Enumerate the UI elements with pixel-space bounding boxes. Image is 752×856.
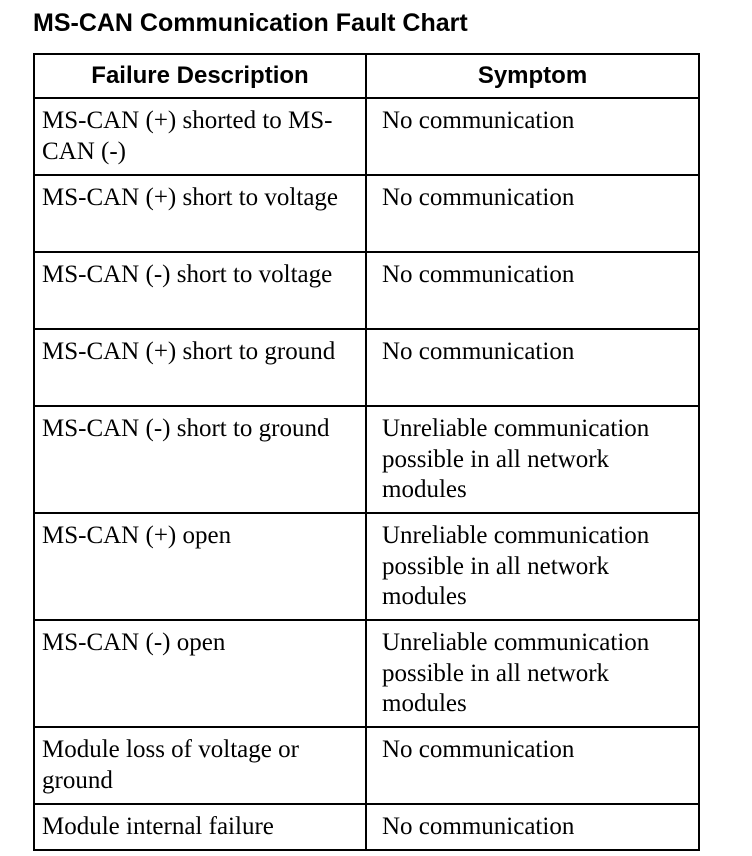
failure-description-cell: MS-CAN (-) short to ground — [34, 406, 366, 513]
failure-description-cell: Module loss of voltage or ground — [34, 727, 366, 804]
symptom-cell: No communication — [366, 175, 699, 252]
symptom-cell: Unreliable communication possible in all network modules — [366, 513, 699, 620]
symptom-cell: No communication — [366, 252, 699, 329]
failure-description-cell: MS-CAN (-) short to voltage — [34, 252, 366, 329]
symptom-cell: Unreliable communication possible in all network modules — [366, 406, 699, 513]
fault-chart-table — [33, 53, 700, 851]
symptom-cell: Unreliable communication possible in all network modules — [366, 620, 699, 727]
symptom-cell: No communication — [366, 804, 699, 850]
failure-description-cell: MS-CAN (+) open — [34, 513, 366, 620]
symptom-cell: No communication — [366, 727, 699, 804]
column-header-symptom: Symptom — [366, 54, 699, 98]
table-row — [34, 252, 699, 329]
table-row — [34, 513, 699, 620]
table-row — [34, 329, 699, 406]
failure-description-cell: MS-CAN (-) open — [34, 620, 366, 727]
column-header-failure-description: Failure Description — [34, 54, 366, 98]
symptom-cell: No communication — [366, 329, 699, 406]
failure-description-cell: MS-CAN (+) shorted to MS-CAN (-) — [34, 98, 366, 175]
symptom-cell: No communication — [366, 98, 699, 175]
table-row — [34, 620, 699, 727]
table-header-row — [34, 54, 699, 98]
failure-description-cell: Module internal failure — [34, 804, 366, 850]
failure-description-cell: MS-CAN (+) short to voltage — [34, 175, 366, 252]
failure-description-cell: MS-CAN (+) short to ground — [34, 329, 366, 406]
table-row — [34, 804, 699, 850]
table-row — [34, 406, 699, 513]
table-row — [34, 98, 699, 175]
table-row — [34, 175, 699, 252]
page-title: MS-CAN Communication Fault Chart — [33, 9, 468, 37]
table-row — [34, 727, 699, 804]
